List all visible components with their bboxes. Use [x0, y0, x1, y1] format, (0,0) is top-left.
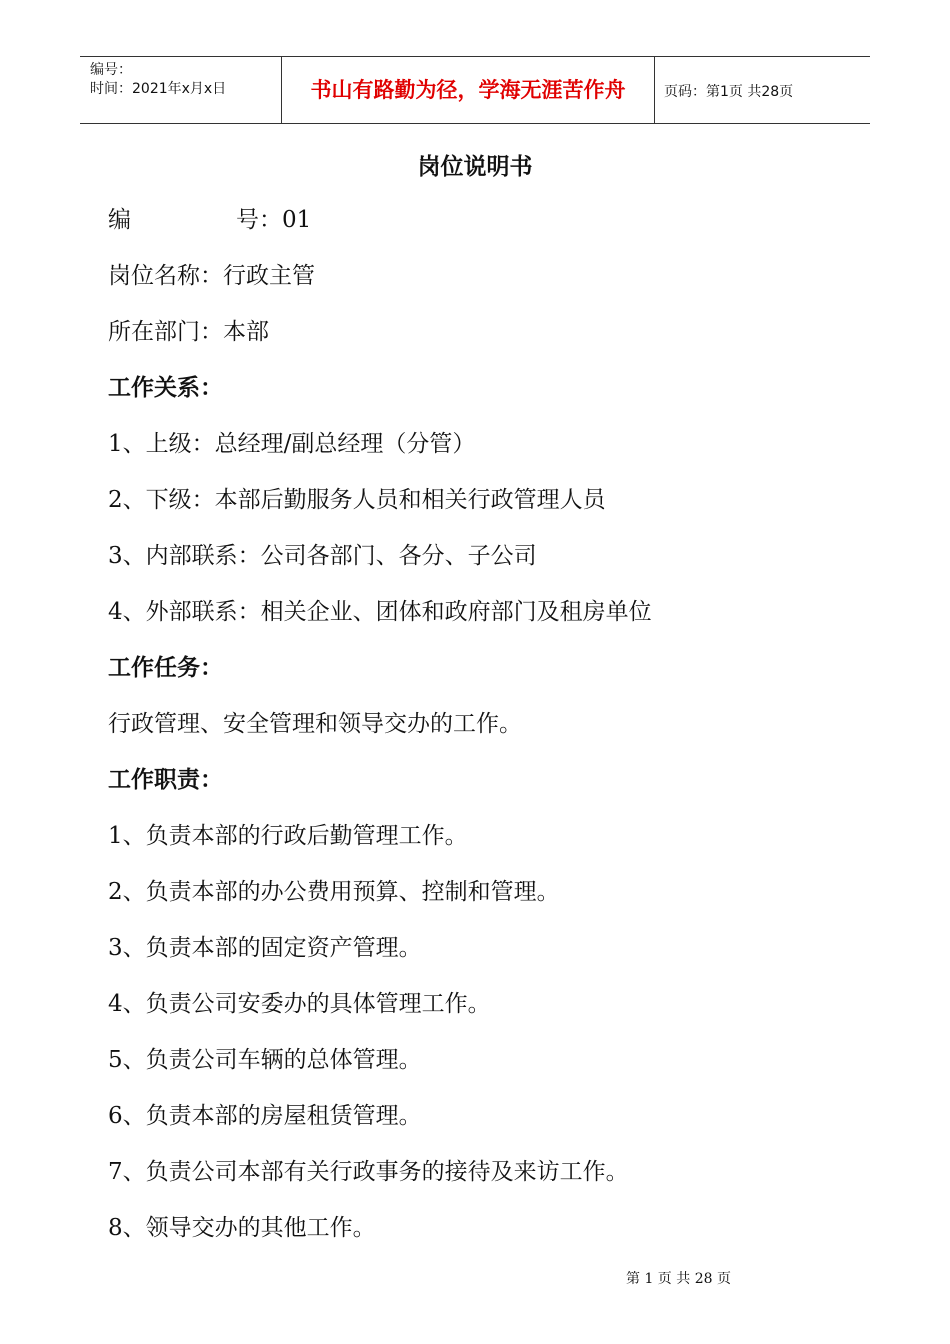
number-label: 编号： [90, 62, 132, 78]
relation-item: 1、上级：总经理/副总经理（分管） [108, 431, 476, 457]
duty-item: 6、负责本部的房屋租赁管理。 [108, 1103, 422, 1129]
header-page-info: 页码：第1页 共28页 [664, 84, 794, 100]
duty-item: 1、负责本部的行政后勤管理工作。 [108, 823, 468, 849]
duty-item: 3、负责本部的固定资产管理。 [108, 935, 422, 961]
number-char1: 编 [108, 207, 131, 233]
footer-page-number: 第 1 页 共 28 页 [626, 1271, 731, 1287]
duty-item: 8、领导交办的其他工作。 [108, 1215, 376, 1241]
duty-item: 5、负责公司车辆的总体管理。 [108, 1047, 422, 1073]
duty-item: 2、负责本部的办公费用预算、控制和管理。 [108, 879, 560, 905]
page-title: 岗位说明书 [417, 154, 533, 180]
number-value: 号：01 [236, 207, 312, 233]
duties-heading: 工作职责： [108, 767, 223, 793]
tasks-heading: 工作任务： [108, 655, 223, 681]
time-label: 时间：2021年x月x日 [90, 81, 227, 97]
department-line: 所在部门：本部 [108, 319, 269, 345]
relation-item: 3、内部联系：公司各部门、各分、子公司 [108, 543, 537, 569]
header-meta [80, 57, 281, 123]
relations-heading: 工作关系： [108, 375, 223, 401]
duty-item: 4、负责公司安委办的具体管理工作。 [108, 991, 491, 1017]
position-name-line: 岗位名称：行政主管 [108, 263, 315, 289]
number-line [108, 204, 311, 236]
header-motto: 书山有路勤为径，学海无涯苦作舟 [281, 57, 655, 123]
duty-item: 7、负责公司本部有关行政事务的接待及来访工作。 [108, 1159, 629, 1185]
relation-item: 2、下级：本部后勤服务人员和相关行政管理人员 [108, 487, 606, 513]
relation-item: 4、外部联系：相关企业、团体和政府部门及租房单位 [108, 599, 652, 625]
tasks-text: 行政管理、安全管理和领导交办的工作。 [108, 711, 522, 737]
header-table [80, 56, 870, 124]
